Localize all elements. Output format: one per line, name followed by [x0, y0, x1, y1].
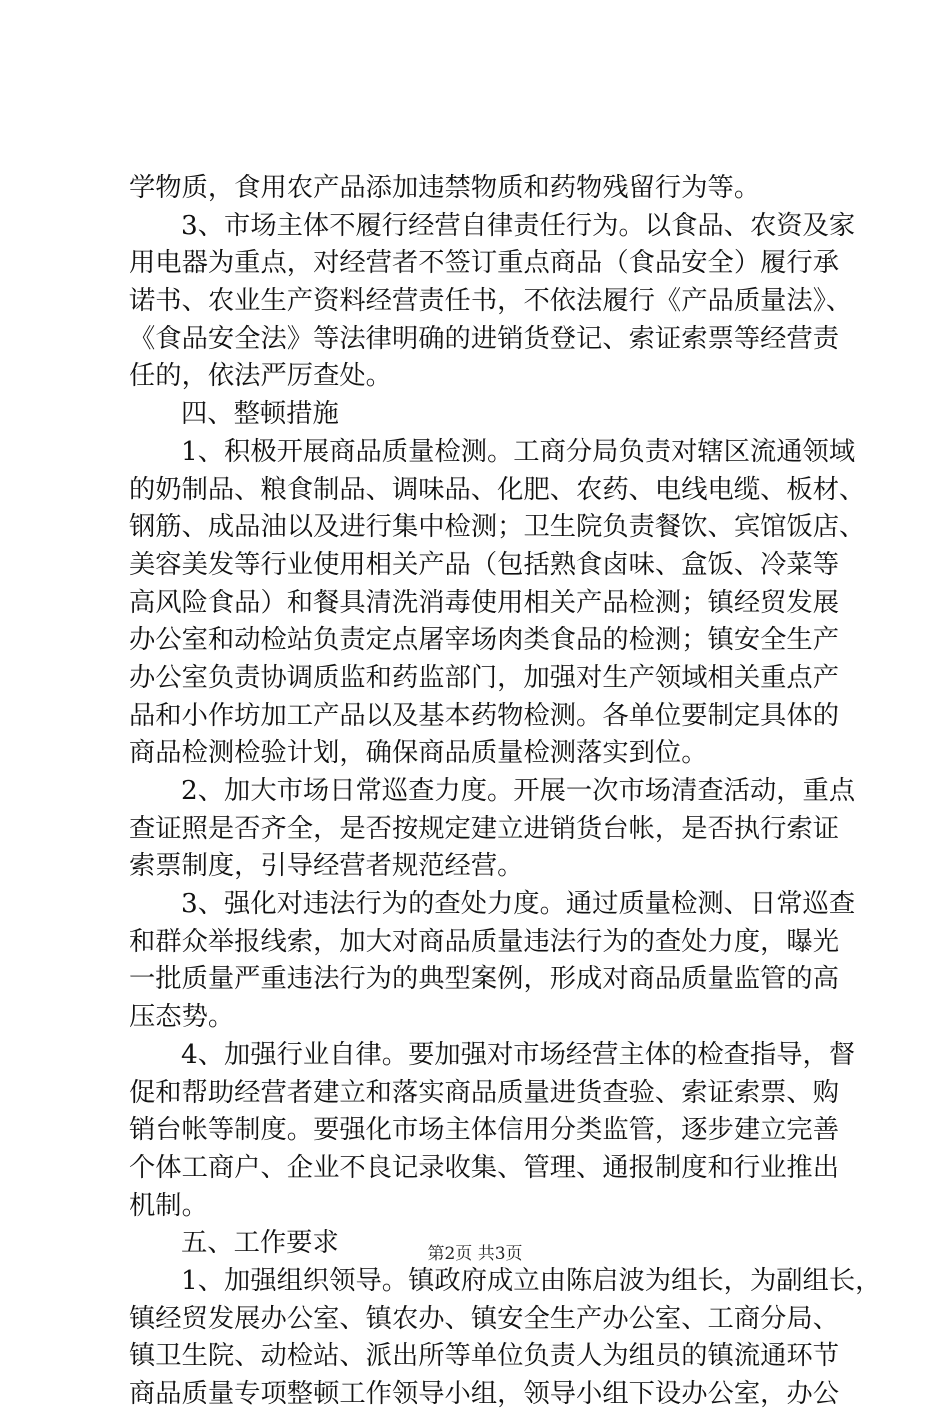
text-line: 查证照是否齐全，是否按规定建立进销货台帐，是否执行索证	[129, 813, 840, 844]
text-line: 一批质量严重违法行为的典型案例，形成对商品质量监管的高	[129, 964, 840, 995]
text-line: 办公室和动检站负责定点屠宰场肉类食品的检测；镇安全生产	[129, 625, 840, 656]
text-line: 索票制度，引导经营者规范经营。	[129, 851, 524, 882]
text-line: 商品质量专项整顿工作领导小组，领导小组下设办公室，办公	[129, 1379, 840, 1409]
text-line: 销台帐等制度。要强化市场主体信用分类监管，逐步建立完善	[129, 1115, 840, 1146]
text-line: 诺书、农业生产资料经营责任书，不依法履行《产品质量法》、	[129, 286, 853, 317]
text-line: 高风险食品）和餐具清洗消毒使用相关产品检测；镇经贸发展	[129, 587, 840, 618]
text-line: 3、强化对违法行为的查处力度。通过质量检测、日常巡查	[181, 889, 856, 920]
text-line: 1、加强组织领导。镇政府成立由陈启波为组长，为副组长，	[181, 1265, 882, 1296]
text-line: 4、加强行业自律。要加强对市场经营主体的检查指导，督	[181, 1039, 856, 1070]
text-line: 镇经贸发展办公室、镇农办、镇安全生产办公室、工商分局、	[129, 1303, 840, 1334]
section-heading: 五、工作要求	[181, 1228, 339, 1259]
text-line: 学物质，食用农产品添加违禁物质和药物残留行为等。	[129, 173, 761, 203]
text-line: 美容美发等行业使用相关产品（包括熟食卤味、盒饭、冷菜等	[129, 549, 840, 580]
text-line: 压态势。	[129, 1002, 235, 1033]
text-line: 和群众举报线索，加大对商品质量违法行为的查处力度，曝光	[129, 926, 840, 957]
text-line: 的奶制品、粮食制品、调味品、化肥、农药、电线电缆、板材、	[129, 474, 866, 505]
document-body	[129, 170, 882, 1414]
text-line: 机制。	[129, 1190, 208, 1221]
text-line: 办公室负责协调质监和药监部门，加强对生产领域相关重点产	[129, 662, 840, 693]
text-line: 3、市场主体不履行经营自律责任行为。以食品、农资及家	[181, 210, 856, 241]
text-line: 品和小作坊加工产品以及基本药物检测。各单位要制定具体的	[129, 700, 840, 731]
text-line: 用电器为重点，对经营者不签订重点商品（食品安全）履行承	[129, 248, 840, 279]
text-line: 1、积极开展商品质量检测。工商分局负责对辖区流通领域	[181, 436, 856, 467]
text-line: 个体工商户、企业不良记录收集、管理、通报制度和行业推出	[129, 1152, 840, 1183]
page-footer: 第2页 共3页	[427, 1244, 523, 1264]
text-line: 促和帮助经营者建立和落实商品质量进货查验、索证索票、购	[129, 1077, 840, 1108]
text-line: 商品检测检验计划，确保商品质量检测落实到位。	[129, 738, 708, 769]
text-line: 镇卫生院、动检站、派出所等单位负责人为组员的镇流通环节	[129, 1341, 840, 1372]
section-heading: 四、整顿措施	[181, 399, 339, 430]
text-line: 2、加大市场日常巡查力度。开展一次市场清查活动，重点	[181, 776, 856, 806]
text-line: 任的，依法严厉查处。	[129, 361, 392, 392]
text-line: 钢筋、成品油以及进行集中检测；卫生院负责餐饮、宾馆饭店、	[129, 512, 866, 543]
text-line: 《食品安全法》等法律明确的进销货登记、索证索票等经营责	[129, 323, 840, 354]
